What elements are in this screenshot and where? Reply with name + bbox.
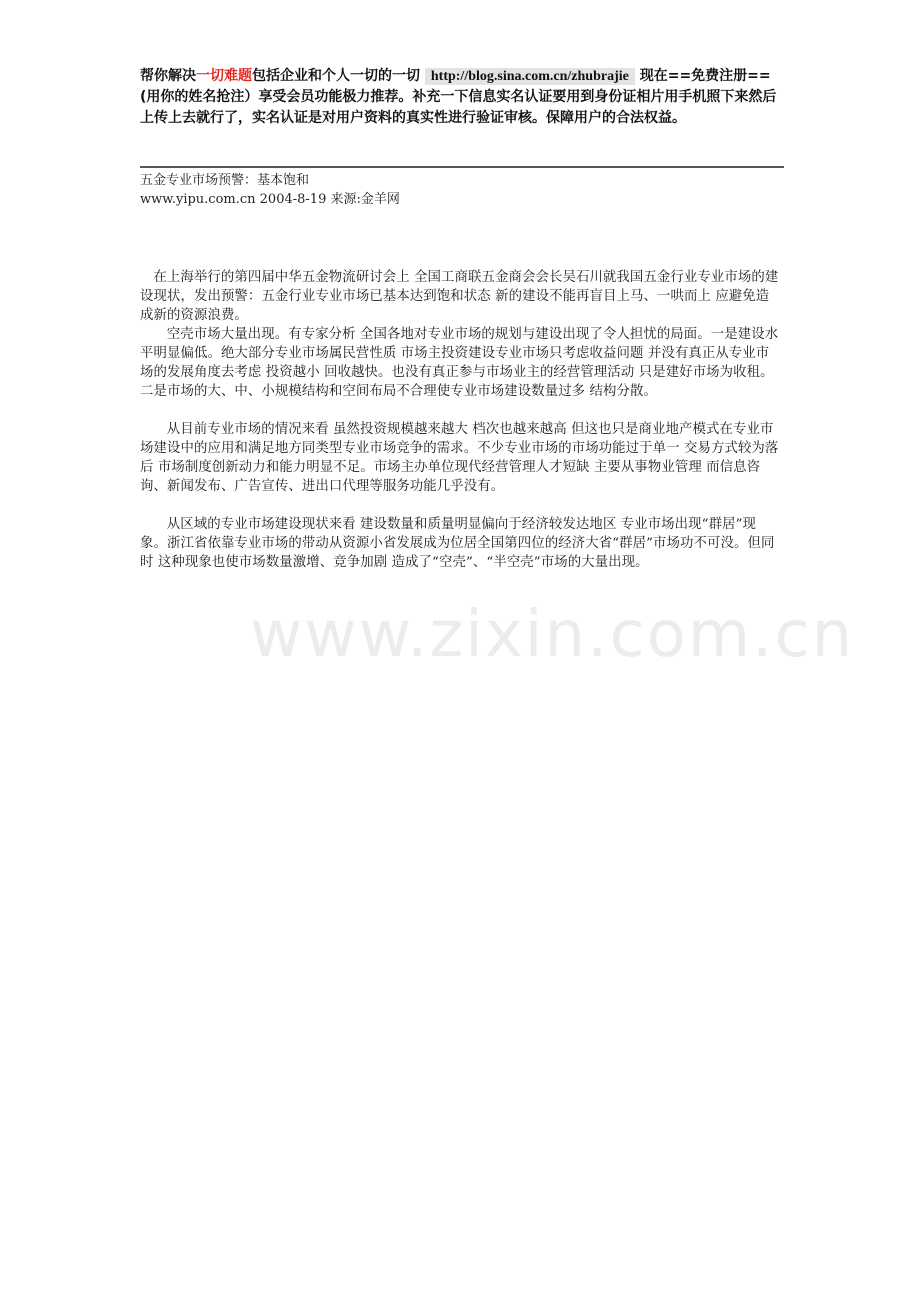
article-source-line: www.yipu.com.cn 2004-8-19 来源:金羊网 xyxy=(140,192,400,207)
ad-text-part3: 现在==免费注册==(用你的姓名抢注）享受会员功能极力推荐。补充一下信息实名认证要用到身份证相片用手机照下来然后上传上去就行了，实名认证是对用户资料的真实性进行验证审核。保障用户的合法权益。 xyxy=(140,68,777,126)
article-paragraph-3: 从目前专业市场的情况来看 虽然投资规模越来越大 档次也越来越高 但这也只是商业地产模式在专业市场建设中的应用和满足地方同类型专业市场竞争的需求。不少专业市场的市场功能过于单一 交易方式较为落后 市场制度创新动力和能力明显不足。市场主办单位现代经营管理人才短缺 主要从事物业管理 而信息咨询、新闻发布、广告宣传、进出口代理等服务功能几乎没有。 xyxy=(140,422,779,494)
header-divider xyxy=(140,166,784,168)
article-paragraph-4: 从区域的专业市场建设现状来看 建设数量和质量明显偏向于经济较发达地区 专业市场出现“群居”现象。浙江省依靠专业市场的带动从资源小省发展成为位居全国第四位的经济大省“群居”市场功不可没。但同时 这种现象也使市场数量激增、竞争加剧 造成了“空壳”、“半空壳”市场的大量出现。 xyxy=(140,517,775,570)
article-paragraph-1: 在上海举行的第四届中华五金物流研讨会上 全国工商联五金商会会长吴石川就我国五金行业专业市场的建设现状，发出预警：五金行业专业市场已基本达到饱和状态 新的建设不能再盲目上马、一哄而上 应避免造成新的资源浪费。 xyxy=(140,270,779,323)
ad-highlight-text: 一切难题 xyxy=(196,68,252,84)
article-body xyxy=(140,268,782,572)
header-ad-text xyxy=(140,66,782,129)
ad-blog-link[interactable]: http://blog.sina.com.cn/zhubrajie xyxy=(425,68,635,85)
watermark-text: www.zixin.com.cn xyxy=(250,598,855,672)
ad-text-part2: 包括企业和个人一切的一切 xyxy=(252,68,425,84)
ad-text-part1: 帮你解决 xyxy=(140,68,196,84)
article-meta xyxy=(140,171,782,209)
article-paragraph-2: 空壳市场大量出现。有专家分析 全国各地对专业市场的规划与建设出现了令人担忧的局面。一是建设水平明显偏低。绝大部分专业市场属民营性质 市场主投资建设专业市场只考虑收益问题 并没有真正从专业市场的发展角度去考虑 投资越小 回收越快。也没有真正参与市场业主的经营管理活动 只是建好市场为收租。二是市场的大、中、小规模结构和空间布局不合理使专业市场建设数量过多 结构分散。 xyxy=(140,327,779,399)
article-title: 五金专业市场预警：基本饱和 xyxy=(140,173,310,188)
